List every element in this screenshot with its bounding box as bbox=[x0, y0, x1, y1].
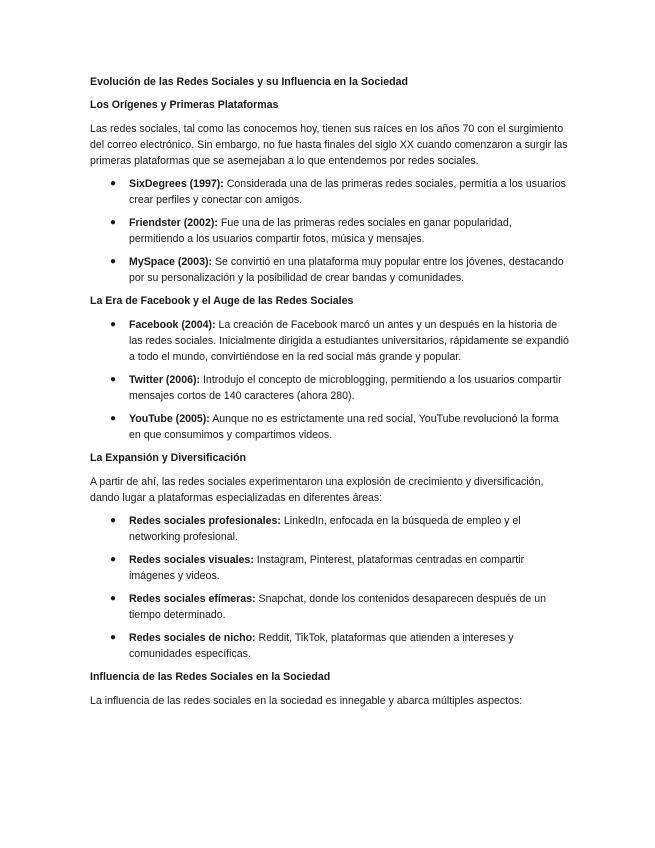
section-heading: Influencia de las Redes Sociales en la Sociedad bbox=[90, 671, 331, 683]
list-item bbox=[90, 372, 570, 404]
section-heading: La Era de Facebook y el Auge de las Redes Sociales bbox=[90, 295, 354, 307]
list-item-term: Redes sociales visuales: bbox=[129, 554, 254, 566]
list-item-term: SixDegrees (1997): bbox=[129, 178, 224, 190]
bullet-icon: ● bbox=[110, 632, 117, 643]
bullet-icon: ● bbox=[110, 217, 117, 228]
list-item-term: Friendster (2002): bbox=[129, 217, 218, 229]
bullet-icon: ● bbox=[110, 593, 117, 604]
bullet-list bbox=[90, 176, 570, 286]
section-expansion bbox=[90, 450, 570, 662]
list-item bbox=[90, 317, 570, 365]
bullet-list bbox=[90, 513, 570, 662]
section-intro: Las redes sociales, tal como las conocemos hoy, tienen sus raíces en los años 70 con el surgimiento del correo electrónico. Sin embargo, no fue hasta finales del siglo XX cuando comenzaron a surgir las primeras plataformas que se asemejaban a lo que entendemos por redes sociales. bbox=[90, 123, 568, 167]
section-intro: A partir de ahí, las redes sociales experimentaron una explosión de crecimiento y diversificación, dando lugar a plataformas especializadas en diferentes áreas: bbox=[90, 476, 544, 504]
list-item-term: MySpace (2003): bbox=[129, 256, 213, 268]
list-item-term: Redes sociales efímeras: bbox=[129, 593, 256, 605]
document-page bbox=[90, 74, 570, 716]
list-item bbox=[90, 513, 570, 545]
bullet-icon: ● bbox=[110, 554, 117, 565]
list-item-text: Snapchat, donde los contenidos desaparecen después de un tiempo determinado. bbox=[129, 593, 546, 621]
list-item-term: Redes sociales profesionales: bbox=[129, 515, 281, 527]
bullet-icon: ● bbox=[110, 374, 117, 385]
section-intro: La influencia de las redes sociales en la sociedad es innegable y abarca múltiples aspectos: bbox=[90, 695, 523, 707]
list-item-text: La creación de Facebook marcó un antes y un después en la historia de las redes sociales. Inicialmente dirigida a estudiantes universitarios, rápidamente se expandió a todo el mundo, convirtiéndose en la red social más grande y popular. bbox=[129, 319, 569, 363]
list-item-text: Se convirtió en una plataforma muy popular entre los jóvenes, destacando por su personalización y la posibilidad de crear bandas y comunidades. bbox=[129, 256, 564, 284]
list-item-text: LinkedIn, enfocada en la búsqueda de empleo y el networking profesional. bbox=[129, 515, 521, 543]
bullet-icon: ● bbox=[110, 413, 117, 424]
list-item bbox=[90, 591, 570, 623]
list-item-text: Introdujo el concepto de microblogging, permitiendo a los usuarios compartir mensajes cortos de 140 caracteres (ahora 280). bbox=[129, 374, 562, 402]
list-item-term: Redes sociales de nicho: bbox=[129, 632, 256, 644]
list-item-text: Aunque no es estrictamente una red social, YouTube revolucionó la forma en que consumimos y compartimos videos. bbox=[129, 413, 559, 441]
list-item-term: Twitter (2006): bbox=[129, 374, 201, 386]
bullet-icon: ● bbox=[110, 256, 117, 267]
bullet-icon: ● bbox=[110, 515, 117, 526]
list-item-term: YouTube (2005): bbox=[129, 413, 210, 425]
section-origins bbox=[90, 97, 570, 286]
list-item-term: Facebook (2004): bbox=[129, 319, 216, 331]
list-item-text: Fue una de las primeras redes sociales en ganar popularidad, permitiendo a los usuarios compartir fotos, música y mensajes. bbox=[129, 217, 512, 245]
list-item-text: Instagram, Pinterest, plataformas centradas en compartir imágenes y videos. bbox=[129, 554, 525, 582]
list-item-text: Reddit, TikTok, plataformas que atienden a intereses y comunidades específicas. bbox=[129, 632, 514, 660]
bullet-icon: ● bbox=[110, 319, 117, 330]
list-item bbox=[90, 176, 570, 208]
list-item-text: Considerada una de las primeras redes sociales, permitía a los usuarios crear perfiles y conectar con amigos. bbox=[129, 178, 566, 206]
document-title: Evolución de las Redes Sociales y su Influencia en la Sociedad bbox=[90, 76, 408, 88]
section-heading: La Expansión y Diversificación bbox=[90, 452, 247, 464]
list-item bbox=[90, 215, 570, 247]
list-item bbox=[90, 411, 570, 443]
list-item bbox=[90, 254, 570, 286]
list-item bbox=[90, 630, 570, 662]
list-item bbox=[90, 552, 570, 584]
section-facebook-era bbox=[90, 293, 570, 443]
section-heading: Los Orígenes y Primeras Plataformas bbox=[90, 99, 279, 111]
section-influence bbox=[90, 669, 570, 709]
bullet-icon: ● bbox=[110, 178, 117, 189]
bullet-list bbox=[90, 317, 570, 443]
